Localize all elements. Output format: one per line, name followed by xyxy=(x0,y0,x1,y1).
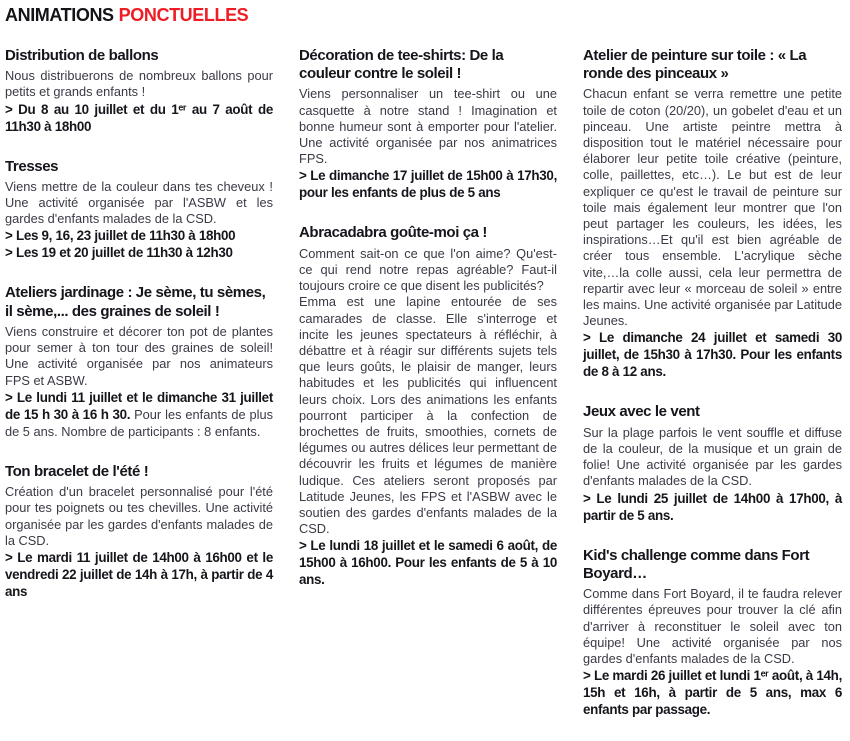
section-paragraph: Viens construire et décorer ton pot de plantes pour semer à ton tour des graines de soleil! Une activité organisée par nos animateurs FPS et ASBW. xyxy=(5,324,273,388)
section-paragraph: Comme dans Fort Boyard, il te faudra relever différentes épreuves pour trouver la clé afin d'arriver à reconstituer le soleil avec ton équipe! Une activité organisée par nos gardes d'enfants malades de la CSD. xyxy=(583,586,842,666)
schedule-line: > Le lundi 11 juillet et le dimanche 31 juillet de 15 h 30 à 16 h 30. Pour les enfants de plus de 5 ans. Nombre de participants : 8 enfants. xyxy=(5,389,273,439)
section-title: Atelier de peinture sur toile : « La ronde des pinceaux » xyxy=(583,46,807,83)
column-1 xyxy=(5,47,273,741)
section-title: Jeux avec le vent xyxy=(583,403,700,421)
section-paragraph: Nous distribuerons de nombreux ballons pour petits et grands enfants ! xyxy=(5,68,273,100)
schedule-line: > Le lundi 25 juillet de 14h00 à 17h00, à partir de 5 ans. xyxy=(583,490,842,523)
section-paragraph: Viens personnaliser un tee-shirt ou une casquette à notre stand ! Imagination et bonne humeur sont à emporter pour l'atelier. Une activité organisée par nos animatrices FPS. xyxy=(299,86,557,167)
columns-container xyxy=(5,47,842,741)
page-title-black: ANIMATIONS xyxy=(5,5,114,25)
section-paragraph: Comment sait-on ce que l'on aime? Qu'est-ce qui rend notre repas agréable? Faut-il toujours croire ce que disent les publicités? xyxy=(299,245,557,294)
schedule-line: > Le dimanche 17 juillet de 15h00 à 17h30, pour les enfants de plus de 5 ans xyxy=(299,168,557,201)
schedule-line: > Les 9, 16, 23 juillet de 11h30 à 18h00 xyxy=(5,228,236,244)
schedule-line: > Les 19 et 20 juillet de 11h30 à 12h30 xyxy=(5,245,233,261)
column-3 xyxy=(583,47,842,741)
section-decoration-tee-shirts xyxy=(299,47,557,202)
column-2 xyxy=(299,47,557,741)
section-paragraph: Création d'un bracelet personnalisé pour l'été pour tes poignets ou tes chevilles. Une activité organisée par les gardes d'enfants malades de la CSD. xyxy=(5,484,273,548)
section-paragraph: Sur la plage parfois le vent souffle et diffuse de la couleur, de la musique et un grain de folie! Une activité organisée par les gardes d'enfants malades de la CSD. xyxy=(583,424,842,489)
schedule-line: > Du 8 au 10 juillet et du 1ᵉʳ au 7 août de 11h30 à 18h00 xyxy=(5,101,273,134)
section-jeux-avec-le-vent xyxy=(583,403,842,523)
section-abracadabra xyxy=(299,224,557,588)
section-distribution-de-ballons xyxy=(5,47,273,135)
page-title xyxy=(5,6,842,26)
section-title: Ateliers jardinage : Je sème, tu sèmes, il sème,... des graines de soleil ! xyxy=(5,284,266,320)
page-title-red: PONCTUELLES xyxy=(118,5,249,25)
section-title: Distribution de ballons xyxy=(5,46,159,64)
section-title: Ton bracelet de l'été ! xyxy=(5,462,149,480)
section-tresses xyxy=(5,158,273,262)
schedule-line: > Le mardi 26 juillet et lundi 1ᵉʳ août, à 14h, 15h et 16h, à partir de 5 ans, max 6 enfants par passage. xyxy=(583,668,842,718)
section-paragraph: Viens mettre de la couleur dans tes cheveux ! Une activité organisée par l'ASBW et les gardes d'enfants malades de la CSD. xyxy=(5,178,273,227)
section-title: Tresses xyxy=(5,157,59,175)
section-title: Décoration de tee-shirts: De la couleur contre le soleil ! xyxy=(299,46,504,83)
schedule-line: > Le lundi 18 juillet et le samedi 6 août, de 15h00 à 16h00. Pour les enfants de 5 à 10 ans. xyxy=(299,538,557,588)
section-title: Kid's challenge comme dans Fort Boyard… xyxy=(583,546,810,582)
section-paragraph: Emma est une lapine entourée de ses camarades de classe. Elle s'interroge et incite les jeunes spectateurs à réfléchir, à débattre et à réagir sur différents sujets tels que leurs goûts, le plaisir de manger, leurs habitudes et les publicités qui influencent leurs choix. Lors des animations les enfants pourront participer à la confection de brochettes de fruits, smoothies, cornets de légumes ou autres délices leur permettant de découvrir les fruits et légumes de manière ludique. Ces ateliers seront proposés par Latitude Jeunes, les FPS et l'ASBW avec le soutien des gardes d'enfants malades de la CSD. xyxy=(299,294,557,537)
section-kids-challenge xyxy=(583,547,842,719)
section-ton-bracelet xyxy=(5,463,273,600)
section-ateliers-jardinage xyxy=(5,284,273,439)
section-atelier-peinture xyxy=(583,47,842,381)
schedule-line: > Le mardi 11 juillet de 14h00 à 16h00 et le vendredi 22 juillet de 14h à 17h, à partir de 4 ans xyxy=(5,549,273,599)
schedule-line: > Le dimanche 24 juillet et samedi 30 juillet, de 15h30 à 17h30. Pour les enfants de 8 à 12 ans. xyxy=(583,330,842,380)
section-paragraph: Chacun enfant se verra remettre une petite toile de coton (20/20), un gobelet d'eau et un pinceau. Une artiste peintre mettra à disposition tout le matériel nécessaire pour élaborer leur petite toile créative (peinture, colle, paillettes, etc…). Le but est de leur expliquer ce qu'est le travail de peinture sur toile mais également leur montrer que l'on peut partager les couleurs, les idées, les inspirations…Et qu'il est bien agréable de créer tous ensemble. L'acrylique sèche vite,…la colle aussi, cela leur permettra de repartir avec leur « morceau de soleil » entre les mains. Une activité organisée par Latitude Jeunes. xyxy=(583,86,842,329)
section-title: Abracadabra goûte-moi ça ! xyxy=(299,224,487,242)
